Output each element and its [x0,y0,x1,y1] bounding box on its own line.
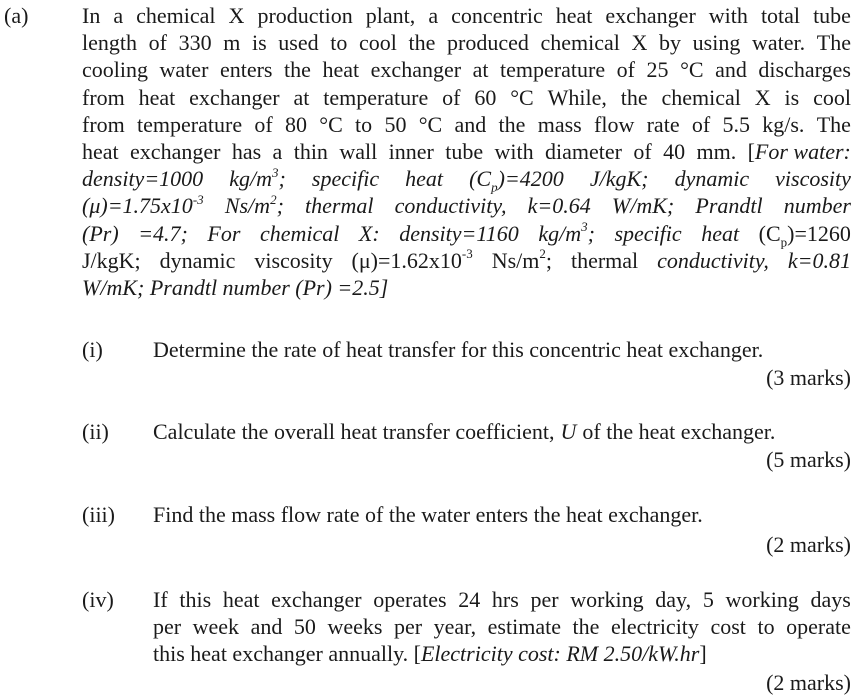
word: operates [373,587,447,612]
word: m [223,30,241,56]
word: chemical [136,3,216,28]
word: heat [82,138,119,164]
word: year, [433,614,477,639]
word: cooling [82,57,148,83]
word: The [816,111,851,137]
word: working [570,587,644,612]
intro-line-5 [82,111,851,138]
word: has [231,138,262,164]
word: from [82,111,125,137]
intro-line-1 [82,2,851,29]
word: If [153,587,168,612]
word: For water: [754,138,851,164]
word: exchanger [130,138,221,164]
word: 25 [646,57,669,83]
word: mm. [696,138,737,164]
word: estimate [487,614,561,639]
word: of [691,111,711,137]
word: a [113,3,124,28]
word: working [725,587,799,612]
word: 50 [293,614,316,639]
word: While, [547,84,607,110]
word: mass [537,111,582,137]
word: 40 [663,138,686,164]
word: the [572,614,600,639]
marks-label: (2 marks) [766,532,851,557]
water-properties-line-2: $(\mu)=1.75x10^{-3}$ $Ns/m^2$; thermal conductivity, k=0.64 W/mK; Prandtl number [82,191,851,219]
word: of [616,57,635,83]
word: water. [751,30,806,56]
word-group: [For water: [747,138,851,164]
word: of [148,30,167,56]
word: days [810,587,851,612]
word: and [454,111,487,137]
word: week [192,614,240,639]
word: heat [322,57,360,83]
word: °C [510,84,534,110]
word: temperature [500,57,606,83]
word: 50 [384,111,407,137]
marks-label: (3 marks) [766,365,851,390]
word: per [153,614,182,639]
word: 24 [458,587,481,612]
word: of [633,138,652,164]
word: this [179,587,212,612]
word: at [472,57,489,83]
word: chemical [661,84,741,110]
intro-line-2 [82,29,851,56]
word: 330 [178,30,212,56]
word: is [784,84,800,110]
marks-label: (5 marks) [766,447,851,472]
chemical-properties-line-1: (Pr) =4.7; For chemical X: density=1160 $kg/m^3$; specific heat $(C_p)=1260$ [82,219,851,249]
word: heat [138,84,176,110]
word: water [159,57,209,83]
word: 60 [474,84,497,110]
part-number: (iii) [82,502,115,527]
word: exchanger [370,57,462,83]
word: cost [710,614,746,639]
word: temperature [137,111,243,137]
word: exchanger [271,587,362,612]
word: 5 [702,587,714,612]
word: production [257,3,353,28]
word: using [692,30,741,56]
word: kg/s. [762,111,805,137]
word: exchanger [605,3,696,28]
word: X [754,84,771,110]
word: from [82,84,125,110]
intro-line-3 [82,56,851,83]
word: day, [655,587,692,612]
word: to [330,30,348,56]
chemical-properties-line-2: J/kgK; dynamic viscosity $(\mu)=1.62x10^{-3}$ $Ns/m^2$; thermal conductivity, k=0.81 [82,246,851,273]
word: operate [786,614,851,639]
word: used [278,30,319,56]
word: 80 [285,111,307,137]
word: with [708,3,748,28]
word: and [715,57,747,83]
word: is [251,30,267,56]
intro-line-6 [82,138,851,165]
word: flow [594,111,635,137]
word: of [442,84,461,110]
question-intro [82,2,851,301]
part-number: (i) [82,337,103,362]
word: and [250,614,283,639]
word: diameter [545,138,622,164]
intro-line-4 [82,84,851,111]
word: cool [358,30,397,56]
word: X [631,30,648,56]
word: exchanger [189,84,280,110]
word: at [293,84,310,110]
word: °C [319,111,343,137]
word: heat [222,587,260,612]
word: the [284,57,311,83]
word: per [530,587,559,612]
word: °C [680,57,704,83]
word: chemical [540,30,620,56]
part-text: Find the mass flow rate of the water enters the heat exchanger. [153,502,703,527]
word: The [816,30,851,56]
part-text: If this heat exchanger operates 24 hrs per working day, 5 working days per week and 50 weeks per year, estimate the electricity cost to operate this heat exchanger annually. [ Electricity cost: RM 2.50/kW.hr ] [153,587,851,666]
chemical-properties-line-3: W/mK; Prandtl number (Pr) =2.5] [82,274,389,300]
word: enters [219,57,273,83]
word: weeks [327,614,383,639]
word: tube [813,3,851,28]
word: by [659,30,682,56]
question-label: (a) [4,3,29,28]
part-text: Calculate the overall heat transfer coefficient, U of the heat exchanger. [153,419,776,444]
part-text: Determine the rate of heat transfer for this concentric heat exchanger. [153,337,764,362]
word: the [498,111,526,137]
word: X [228,3,245,28]
word: 5.5 [722,111,750,137]
word: °C [418,111,443,137]
word: of [254,111,273,137]
word: In [82,3,101,28]
word: the [408,30,436,56]
word: to [355,111,373,137]
word: concentric [451,3,543,28]
word: to [757,614,775,639]
water-properties-line-1: density=1000 $kg/m^3$; specific heat $(C_p)=4200$ J/kgK; dynamic viscosity [82,164,851,195]
part-number: (iv) [82,587,114,612]
word: total [760,3,801,28]
word: rate [646,111,680,137]
word: wall [339,138,378,164]
part-number: (ii) [82,419,109,444]
word: length [82,30,137,56]
marks-label: (2 marks) [766,670,851,695]
word: cool [813,84,851,110]
word: temperature [323,84,429,110]
word: inner [388,138,434,164]
word: a [272,138,283,164]
word: plant, [365,3,416,28]
word: per [394,614,423,639]
word: electricity [610,614,699,639]
word: a [428,3,439,28]
word: the [620,84,648,110]
word: hrs [491,587,519,612]
word: discharges [758,57,851,83]
word: produced [447,30,529,56]
word: tube [445,138,484,164]
word: heat [555,3,593,28]
word: thin [293,138,328,164]
word: with [494,138,534,164]
